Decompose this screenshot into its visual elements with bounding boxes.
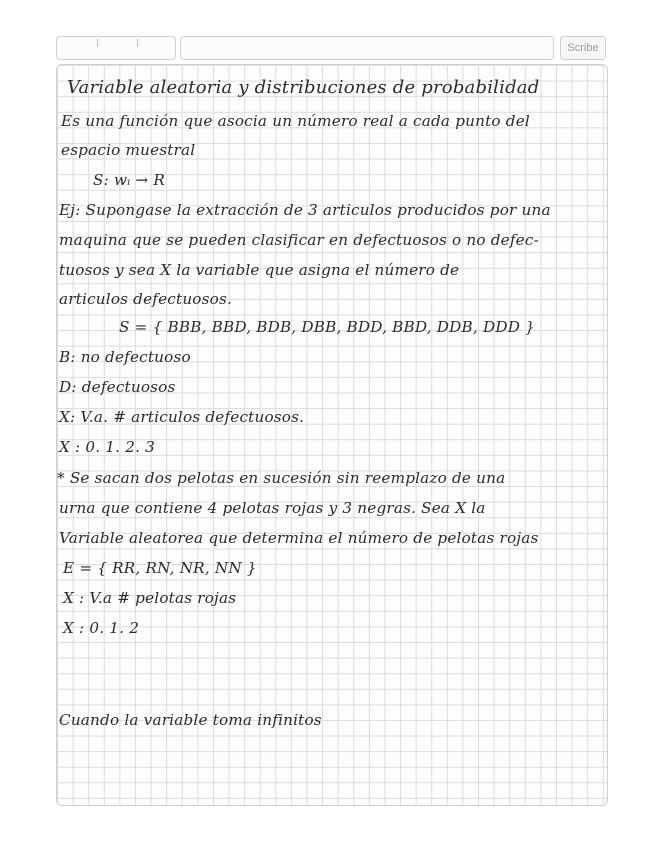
brand-logo: Scribe [560,36,606,60]
date-tick [97,39,98,47]
note-line: maquina que se pueden clasificar en defectuosos o no defec- [59,231,539,249]
note-line: Es una función que asocia un número real a cada punto del [61,112,530,130]
note-line: X : 0. 1. 2. 3 [59,438,156,456]
note-line: B: no defectuoso [59,348,191,366]
title-field[interactable] [180,36,554,60]
note-line: tuosos y sea X la variable que asigna el número de [59,261,460,279]
note-line: E = { RR, RN, NR, NN } [63,559,257,577]
note-title: Variable aleatoria y distribuciones de probabilidad [67,77,540,98]
notebook-page [56,64,608,806]
page-header [56,36,606,60]
note-line: X: V.a. # articulos defectuosos. [59,408,305,426]
note-line: Cuando la variable toma infinitos [59,711,322,729]
note-line: S = { BBB, BBD, BDB, DBB, BDD, BBD, DDB, DDD } [119,318,535,336]
note-line: * Se sacan dos pelotas en sucesión sin reemplazo de una [57,469,506,487]
note-line: articulos defectuosos. [59,290,232,308]
note-line: X : 0. 1. 2 [63,619,140,637]
note-line: S: wᵢ → R [93,171,166,189]
note-line: Variable aleatorea que determina el número de pelotas rojas [59,529,539,547]
note-line: D: defectuosos [59,378,176,396]
date-field[interactable] [56,36,176,60]
note-line: X : V.a # pelotas rojas [63,589,237,607]
note-line: Ej: Supongase la extracción de 3 articulos producidos por una [59,201,551,219]
note-line: urna que contiene 4 pelotas rojas y 3 negras. Sea X la [59,499,486,517]
date-tick [137,39,138,47]
note-line: espacio muestral [61,141,196,159]
